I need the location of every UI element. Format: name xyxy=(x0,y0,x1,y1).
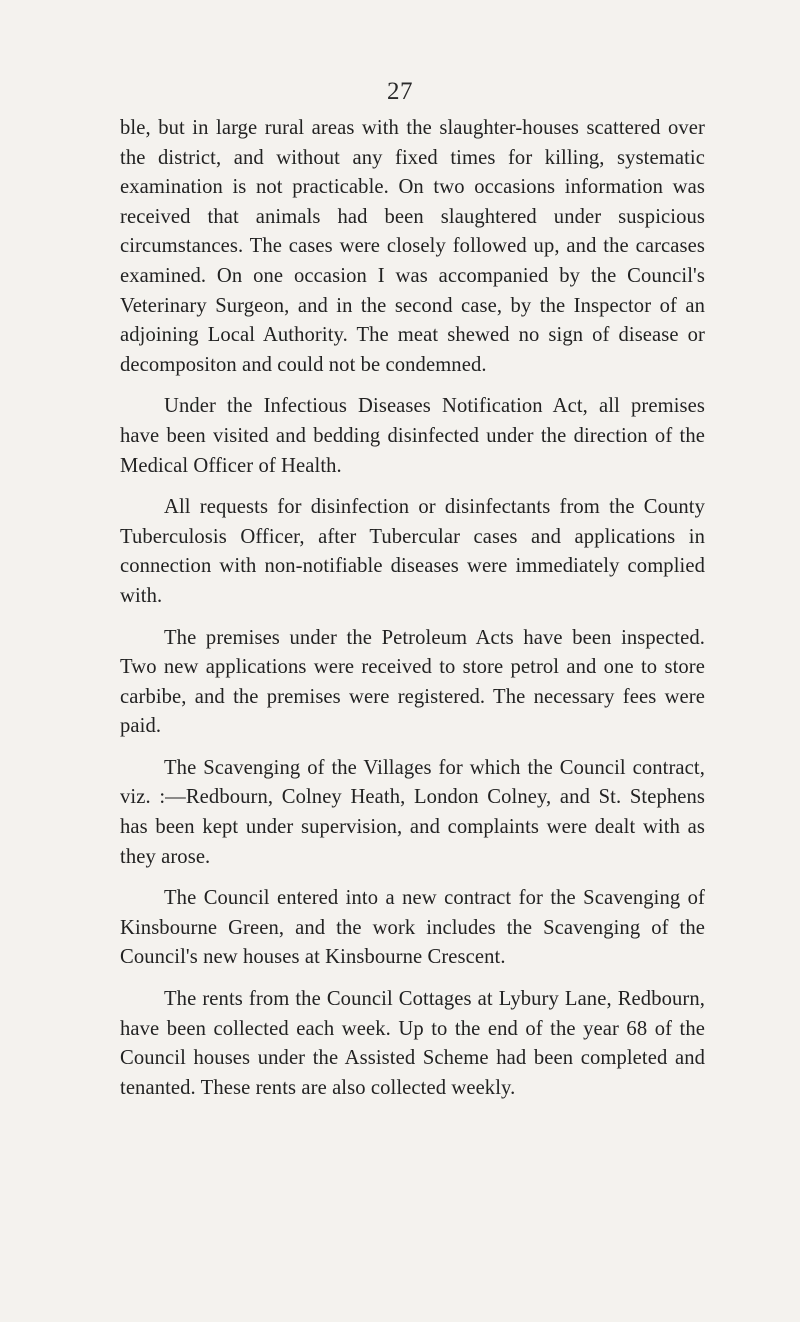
page-number: 27 xyxy=(387,78,413,105)
paragraph-village-scavenging: The Scavenging of the Villages for which the Council contract, viz. :—Redbourn, Colney Heath, London Colney, and St. Stephens has been kept under supervision, and complaints were dealt with as they arose. xyxy=(120,756,705,868)
body-text xyxy=(120,114,705,1115)
paragraph-council-rents: The rents from the Council Cottages at Lybury Lane, Redbourn, have been collected each week. Up to the end of the year 68 of the Council houses under the Assisted Scheme had been completed and tenanted. These rents are also collected weekly. xyxy=(120,988,705,1099)
paragraph-petroleum-acts: The premises under the Petroleum Acts have been inspected. Two new applications were received to store petrol and one to store carbibe, and the premises were registered. The necessary fees were paid. xyxy=(120,626,705,738)
paragraph-kinsbourne-contract: The Council entered into a new contract for the Scavenging of Kinsbourne Green, and the work includes the Scavenging of the Council's new houses at Kinsbourne Crescent. xyxy=(120,887,705,969)
paragraph-meat-inspection: ble, but in large rural areas with the slaughter-houses scattered over the district, and without any fixed times for killing, systematic examination is not practicable. On two occasions information was received that animals had been slaughtered under suspicious circumstances. The cases were closely followed up, and the carcases examined. On one occasion I was accompanied by the Council's Veterinary Surgeon, and in the second case, by the Inspector of an adjoining Local Authority. The meat shewed no sign of disease or decompositon and could not be condemned. xyxy=(120,117,705,376)
paragraph-disinfection-requests: All requests for disinfection or disinfectants from the County Tuberculosis Officer, after Tubercular cases and applications in connection with non-notifiable diseases were immediately complied with. xyxy=(120,496,705,607)
paragraph-infectious-diseases: Under the Infectious Diseases Notification Act, all premises have been visited and bedding disinfected under the direction of the Medical Officer of Health. xyxy=(120,395,705,477)
